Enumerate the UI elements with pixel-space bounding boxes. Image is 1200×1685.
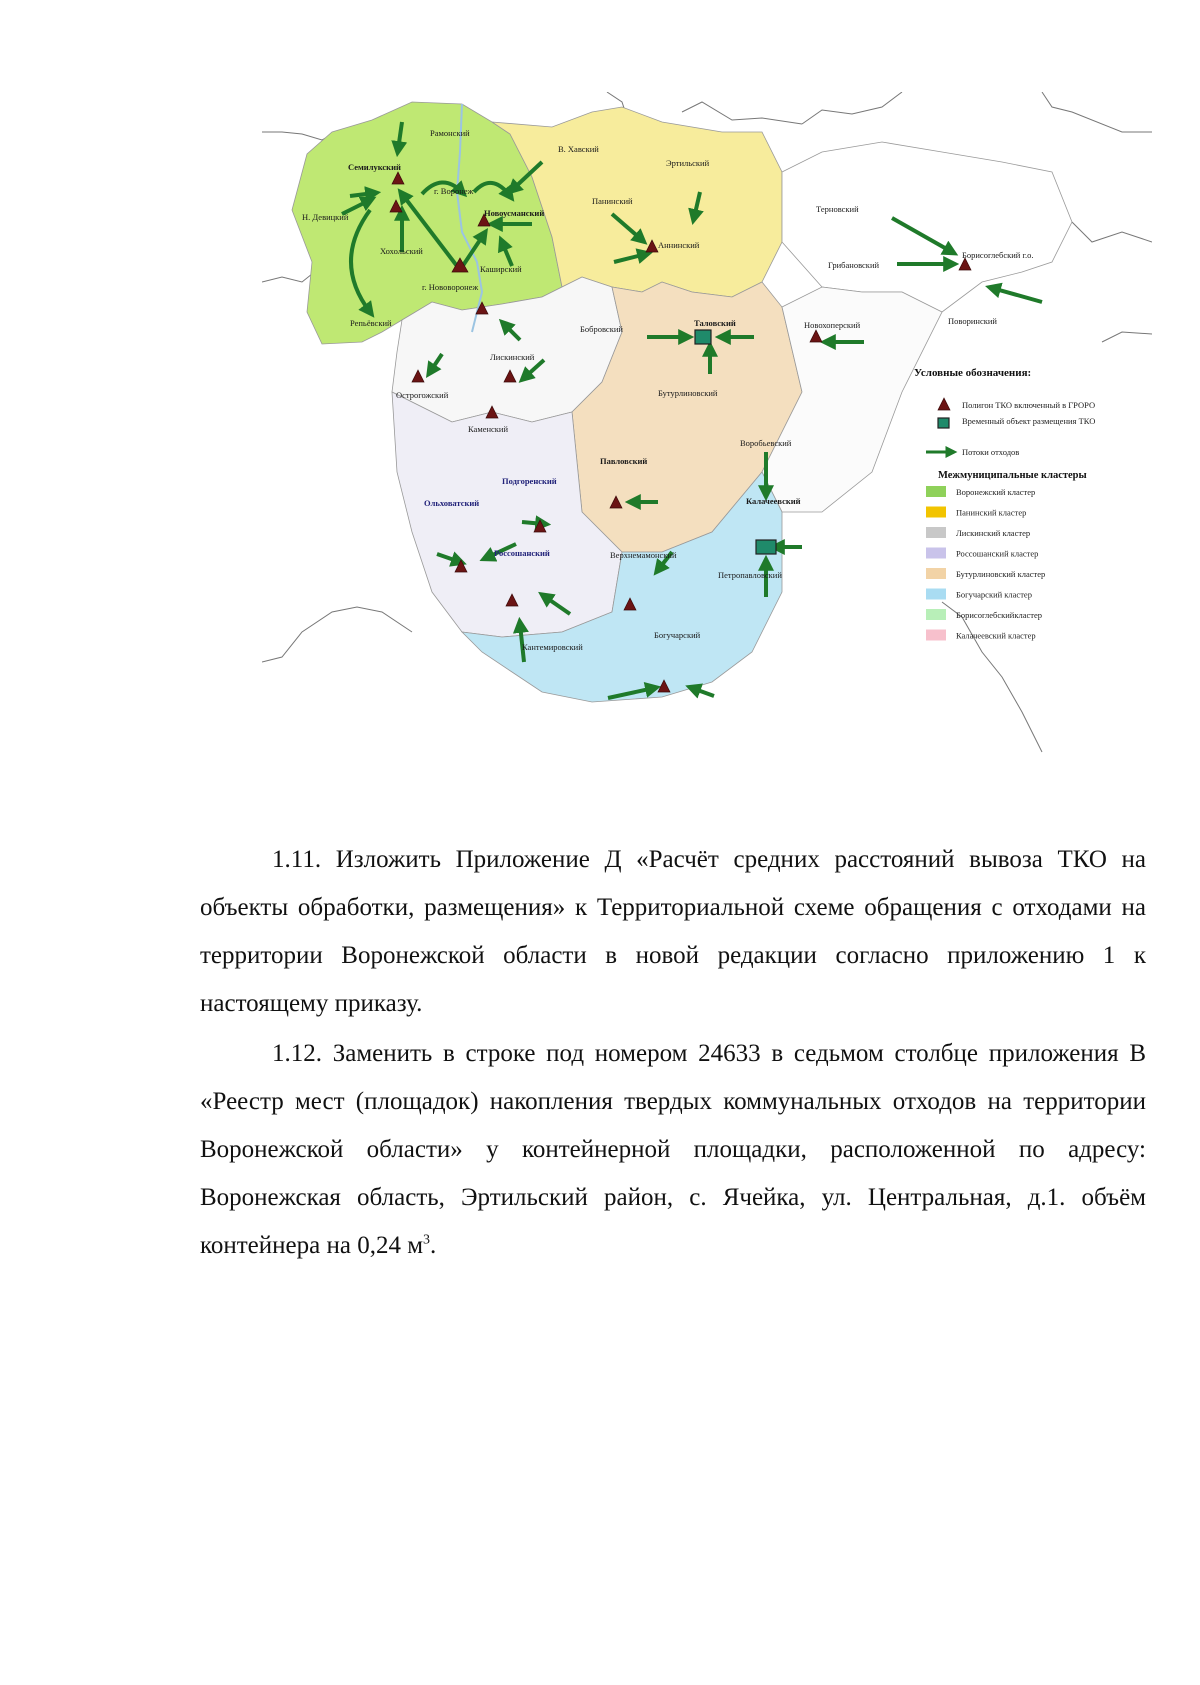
district-label: Павловский — [600, 456, 648, 466]
legend-cluster-swatch — [926, 589, 946, 600]
district-label: Бутурлиновский — [658, 388, 718, 398]
district-label: Новохоперский — [804, 320, 861, 330]
legend-cluster-label: Лискинский кластер — [956, 528, 1031, 538]
legend-cluster-swatch — [926, 630, 946, 641]
district-label: Грибановский — [828, 260, 880, 270]
district-label: Рамонский — [430, 128, 470, 138]
legend-cluster-label: Россошанский кластер — [956, 548, 1039, 559]
paragraph-1-12 — [200, 1030, 1146, 1270]
legend-cluster-label: Борисоглебскийкластер — [956, 610, 1043, 620]
legend-clusters-title: Межмуниципальные кластеры — [938, 470, 1087, 481]
legend-flows-label: Потоки отходов — [962, 447, 1020, 457]
legend-cluster-swatch — [926, 548, 946, 559]
district-label: Таловский — [694, 318, 736, 328]
paragraph-main: 1.12. Заменить в строке под номером 24633 в седьмом столбце приложения В «Реестр мест (площадок) накопления твердых коммунальных отходов на территории Воронежской области» у контейнерной площадки, расположенной по адресу: Воронежская область, Эртильский район, с. Ячейка, ул. Центральная, д.1. объём контейнера на 0,24 м — [200, 1040, 1146, 1259]
legend-title: Условные обозначения: — [914, 367, 1032, 379]
district-label: В. Хавский — [558, 144, 599, 154]
district-label: Воробьевский — [740, 438, 792, 448]
district-label: Борисоглебский г.о. — [962, 250, 1034, 260]
paragraph-1-11 — [200, 836, 1146, 1028]
map-legend — [914, 367, 1095, 641]
legend-cluster-swatch — [926, 568, 946, 579]
district-label: г. Воронеж — [434, 186, 474, 196]
district-label: Поворинский — [948, 316, 997, 326]
district-label: Петропавловский — [718, 570, 782, 580]
district-label: Богучарский — [654, 630, 701, 640]
district-label: Новоусманский — [484, 208, 545, 218]
district-label: Каменский — [468, 424, 509, 434]
district-label: Калачеевский — [746, 496, 801, 506]
legend-cluster-label: Панинский кластер — [956, 507, 1027, 518]
legend-temp-object-label: Временный объект размещения ТКО — [962, 416, 1096, 426]
district-label: г. Нововоронеж — [422, 282, 479, 292]
district-label: Подгоренский — [502, 476, 557, 486]
district-label: Хохольский — [380, 246, 423, 256]
paragraph-end: . — [430, 1232, 437, 1259]
district-label: Эртильский — [666, 158, 710, 168]
district-label: Репьёвский — [350, 318, 392, 328]
district-label: Терновский — [816, 204, 859, 214]
paragraph-text — [200, 1030, 1146, 1270]
superscript-3: 3 — [423, 1232, 431, 1248]
district-label: Семилукский — [348, 162, 401, 172]
district-label: Верхнемамонский — [610, 550, 677, 560]
legend-cluster-swatch — [926, 507, 946, 518]
legend-cluster-swatch — [926, 609, 946, 620]
district-label: Ольховатский — [424, 498, 480, 508]
paragraph-text: 1.11. Изложить Приложение Д «Расчёт средних расстояний вывоза ТКО на объекты обработки, размещения» к Территориальной схеме обращения с отходами на территории Воронежской области в новой редакции согласно приложению 1 к настоящему приказу. — [200, 846, 1146, 1017]
temporary-object-marker — [695, 330, 711, 344]
district-label: Каширский — [480, 264, 522, 274]
boris-cluster-area — [782, 142, 1072, 312]
district-label: Кантемировский — [522, 642, 583, 652]
legend-cluster-label: Бутурлиновский кластер — [956, 569, 1046, 579]
district-label: Аннинский — [658, 240, 700, 250]
district-label: Бобровский — [580, 324, 623, 334]
legend-cluster-label: Воронежский кластер — [956, 487, 1036, 497]
legend-cluster-label: Калачеевский кластер — [956, 630, 1036, 641]
temporary-object-marker — [756, 540, 776, 554]
district-label: Лискинский — [490, 352, 535, 362]
district-label: Панинский — [592, 196, 633, 206]
district-label: Н. Девицкий — [302, 212, 349, 222]
waste-flow-map — [262, 92, 1152, 762]
legend-cluster-label: Богучарский кластер — [956, 589, 1032, 600]
legend-polygon-icon — [938, 398, 950, 410]
legend-cluster-swatch — [926, 527, 946, 538]
legend-polygon-label: Полигон ТКО включенный в ГРОРО — [962, 400, 1096, 410]
legend-temp-object-icon — [938, 418, 949, 428]
district-label: Острогожский — [396, 390, 449, 400]
legend-clusters-list — [926, 486, 1045, 641]
district-label: Россошанский — [494, 548, 550, 558]
legend-cluster-swatch — [926, 486, 946, 497]
